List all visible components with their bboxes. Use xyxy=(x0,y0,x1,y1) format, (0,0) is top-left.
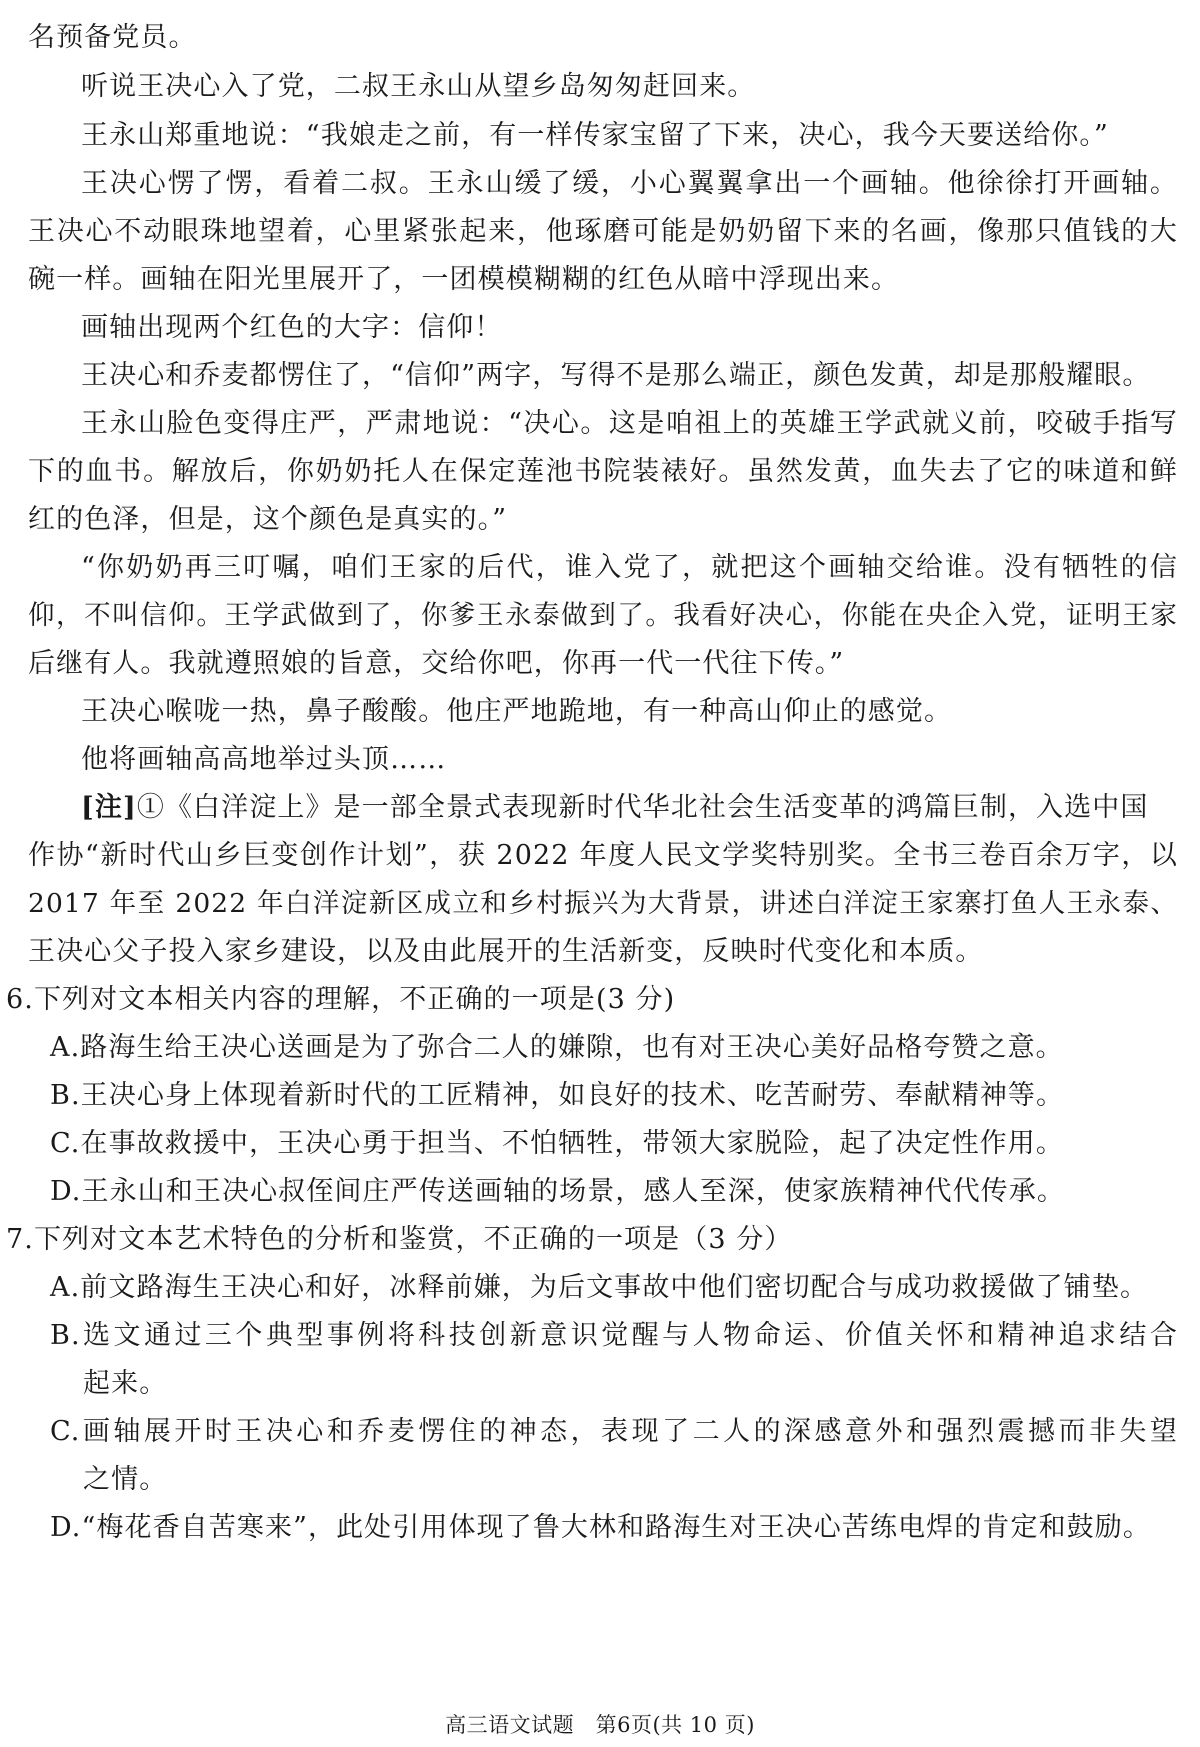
paragraph-line: 碗一样。画轴在阳光里展开了，一团模模糊糊的红色从暗中浮现出来。 xyxy=(28,264,900,295)
paragraph-line: 王决心愣了愣，看着二叔。王永山缓了缓，小心翼翼拿出一个画轴。他徐徐打开画轴。 xyxy=(81,168,1178,199)
question-6-option-d: D.王永山和王决心叔侄间庄严传送画轴的场景，感人至深，使家族精神代代传承。 xyxy=(50,1176,1065,1207)
question-6-option-c: C.在事故救援中，王决心勇于担当、不怕牺牲，带领大家脱险，起了决定性作用。 xyxy=(50,1128,1064,1159)
note-line: 王决心父子投入家乡建设，以及由此展开的生活新变，反映时代变化和本质。 xyxy=(28,936,984,967)
note-line: 作协“新时代山乡巨变创作计划”，获 2022 年度人民文学奖特别奖。全书三卷百余万字，以 xyxy=(28,840,1178,871)
question-7-option-c-cont: 之情。 xyxy=(83,1464,168,1495)
paragraph-line: 画轴出现两个红色的大字：信仰！ xyxy=(81,312,503,343)
question-7-option-b-cont: 起来。 xyxy=(83,1368,168,1399)
paragraph-line: “你奶奶再三叮嘱，咱们王家的后代，谁入党了，就把这个画轴交给谁。没有牺牲的信 xyxy=(81,552,1178,583)
paragraph-line: 王永山脸色变得庄严，严肃地说：“决心。这是咱祖上的英雄王学武就义前，咬破手指写 xyxy=(81,408,1178,439)
paragraph-line: 下的血书。解放后，你奶奶托人在保定莲池书院装裱好。虽然发黄，血失去了它的味道和鲜 xyxy=(28,456,1178,487)
paragraph-line: 后继有人。我就遵照娘的旨意，交给你吧，你再一代一代往下传。” xyxy=(28,648,845,679)
paragraph-line: 他将画轴高高地举过头顶…… xyxy=(81,744,447,775)
paragraph-line: 听说王决心入了党，二叔王永山从望乡岛匆匆赶回来。 xyxy=(81,71,756,102)
question-7-option-c: C.画轴展开时王决心和乔麦愣住的神态，表现了二人的深感意外和强烈震撼而非失望 xyxy=(50,1416,1178,1447)
question-7-option-a: A.前文路海生王决心和好，冰释前嫌，为后文事故中他们密切配合与成功救援做了铺垫。 xyxy=(50,1272,1149,1303)
paragraph-line: 仰，不叫信仰。王学武做到了，你爹王永泰做到了。我看好决心，你能在央企入党，证明王家 xyxy=(28,600,1178,631)
note-text: ①《白洋淀上》是一部全景式表现新时代华北社会生活变革的鸿篇巨制，入选中国 xyxy=(136,792,1149,823)
paragraph-line: 王决心喉咙一热，鼻子酸酸。他庄严地跪地，有一种高山仰止的感觉。 xyxy=(81,696,953,727)
page-footer: 高三语文试题 第6页(共 10 页) xyxy=(445,1713,755,1737)
question-6-option-b: B.王决心身上体现着新时代的工匠精神，如良好的技术、吃苦耐劳、奉献精神等。 xyxy=(50,1080,1065,1111)
paragraph-line: 红的色泽，但是，这个颜色是真实的。” xyxy=(28,504,508,535)
question-7-option-d: D.“梅花香自苦寒来”，此处引用体现了鲁大林和路海生对王决心苦练电焊的肯定和鼓励。 xyxy=(50,1512,1151,1543)
paragraph-line: 王决心和乔麦都愣住了，“信仰”两字，写得不是那么端正，颜色发黄，却是那般耀眼。 xyxy=(81,360,1151,391)
question-7-stem: 7.下列对文本艺术特色的分析和鉴赏，不正确的一项是（3 分） xyxy=(6,1224,793,1255)
paragraph-line: 名预备党员。 xyxy=(28,22,197,53)
question-6-option-a: A.路海生给王决心送画是为了弥合二人的嫌隙，也有对王决心美好品格夸赞之意。 xyxy=(50,1032,1064,1063)
paragraph-line: 王永山郑重地说：“我娘走之前，有一样传家宝留了下来，决心，我今天要送给你。” xyxy=(81,120,1109,151)
question-6-stem: 6.下列对文本相关内容的理解，不正确的一项是(3 分) xyxy=(6,984,676,1015)
note-line: 2017 年至 2022 年白洋淀新区成立和乡村振兴为大背景，讲述白洋淀王家寨打鱼人王永泰、 xyxy=(28,888,1178,919)
paragraph-line: 王决心不动眼珠地望着，心里紧张起来，他琢磨可能是奶奶留下来的名画，像那只值钱的大 xyxy=(28,216,1178,247)
note-label: [注] xyxy=(81,792,137,823)
question-7-option-b: B.选文通过三个典型事例将科技创新意识觉醒与人物命运、价值关怀和精神追求结合 xyxy=(50,1320,1178,1351)
note-first-line xyxy=(81,791,1178,825)
